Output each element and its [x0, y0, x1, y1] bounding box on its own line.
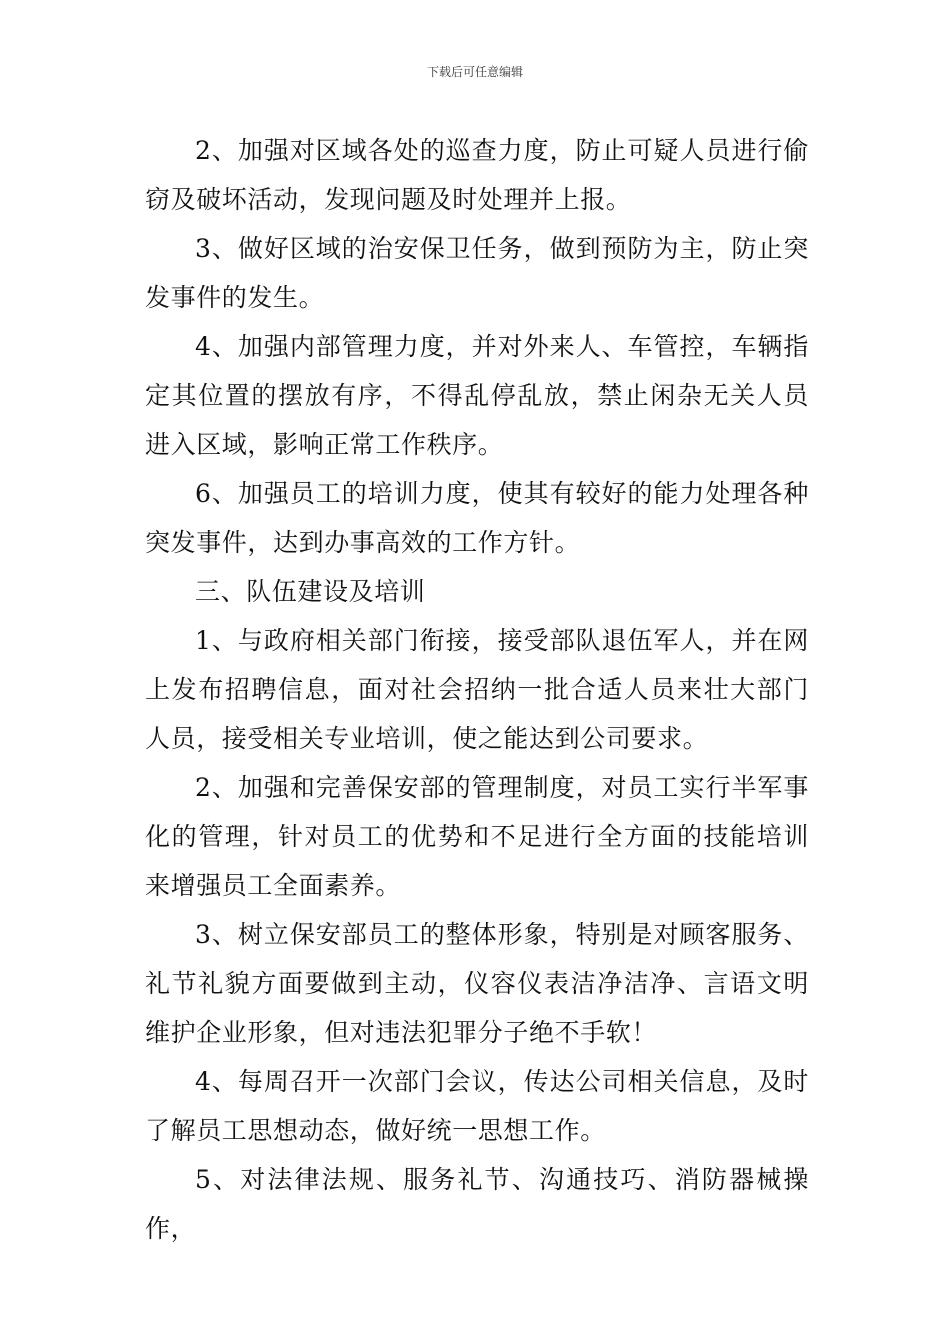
paragraph-section2-item6: 6、加强员工的培训力度，使其有较好的能力处理各种突发事件，达到办事高效的工作方针。: [145, 479, 809, 557]
page-header: 下载后可任意编辑: [426, 65, 523, 79]
paragraph-section2-item3: 3、做好区域的治安保卫任务，做到预防为主，防止突发事件的发生。: [145, 234, 809, 312]
paragraph-section3-item2: 2、加强和完善保安部的管理制度，对员工实行半军事化的管理，针对员工的优势和不足进行全方面的技能培训来增强员工全面素养。: [145, 773, 809, 900]
paragraph-section3-item3: 3、树立保安部员工的整体形象，特别是对顾客服务、礼节礼貌方面要做到主动，仪容仪表洁净洁净、言语文明维护企业形象，但对违法犯罪分子绝不手软！: [145, 920, 809, 1047]
paragraph-section3-item4: 4、每周召开一次部门会议，传达公司相关信息，及时了解员工思想动态，做好统一思想工作。: [145, 1067, 809, 1145]
document-body: [145, 126, 809, 1253]
paragraph-section3-item5: 5、对法律法规、服务礼节、沟通技巧、消防器械操作，: [145, 1165, 809, 1243]
paragraph-section3-item1: 1、与政府相关部门衔接，接受部队退伍军人，并在网上发布招聘信息，面对社会招纳一批合适人员来壮大部门人员，接受相关专业培训，使之能达到公司要求。: [145, 626, 809, 753]
paragraph-section2-item4: 4、加强内部管理力度，并对外来人、车管控，车辆指定其位置的摆放有序，不得乱停乱放，禁止闲杂无关人员进入区域，影响正常工作秩序。: [145, 332, 809, 459]
paragraph-section2-item2: 2、加强对区域各处的巡查力度，防止可疑人员进行偷窃及破坏活动，发现问题及时处理并上报。: [145, 136, 809, 214]
section-heading-team-building: 三、队伍建设及培训: [195, 577, 426, 606]
